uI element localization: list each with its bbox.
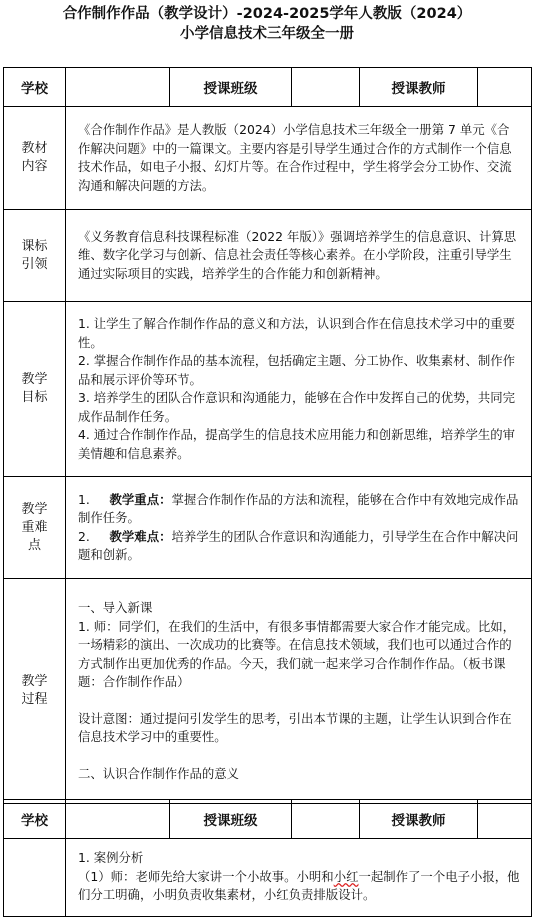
- row-key-difficult-points: [4, 477, 532, 579]
- case-story: （1）师：老师先给大家讲一个小故事。小明和小红一起制作了一个电子小报，他们分工明确，小明负责收集素材，小红负责排版设计。: [78, 868, 520, 902]
- school-label: 学校: [4, 68, 66, 107]
- teaching-goals-list: [66, 302, 532, 477]
- label-textbook-content: 教材 内容: [4, 107, 66, 210]
- class-label-2: 授课班级: [170, 800, 292, 839]
- document-title-line1: 合作制作作品（教学设计）-2024-2025学年人教版（2024）: [62, 6, 472, 22]
- header-row-2: [4, 800, 532, 839]
- class-value-2[interactable]: [292, 800, 360, 839]
- school-label-2: 学校: [4, 800, 66, 839]
- school-value[interactable]: [66, 68, 170, 107]
- row-curriculum-standard: [4, 210, 532, 302]
- goal-item: 4. 通过合作制作作品，提高学生的信息技术应用能力和创新思维，培养学生的审美情趣和信息素养。: [78, 427, 516, 461]
- lesson-plan-table-continued: [3, 799, 532, 917]
- key-point: 1. 教学重点：掌握合作制作作品的方法和流程，能够在合作中有效地完成作品制作任务。: [78, 491, 519, 525]
- goal-item: 1. 让学生了解合作制作作品的意义和方法，认识到合作在信息技术学习中的重要性。: [78, 316, 516, 350]
- label-key-difficult-points: 教学 重难 点: [4, 477, 66, 579]
- row-case-analysis: [4, 839, 532, 917]
- class-label: 授课班级: [170, 68, 292, 107]
- label-teaching-process: 教学 过程: [4, 579, 66, 804]
- header-row: [4, 68, 532, 107]
- teacher-value[interactable]: [478, 68, 532, 107]
- process-paragraph: 1. 师：同学们，在我们的生活中，有很多事情都需要大家合作才能完成。比如，一场精彩的演出、一次成功的比赛等。在信息技术领域，我们也可以通过合作的方式制作出更加优秀的作品。今天，我们就一起来学习合作制作作品。（板书课题：合作制作作品）: [78, 618, 516, 689]
- label-teaching-goals: 教学 目标: [4, 302, 66, 477]
- case-analysis-text: [66, 839, 532, 917]
- teacher-label-2: 授课教师: [360, 800, 478, 839]
- difficult-point: 2. 教学难点：培养学生的团队合作意识和沟通能力，引导学生在合作中解决问题和创新。: [78, 528, 519, 562]
- goal-item: 3. 培养学生的团队合作意识和沟通能力，能够在合作中发挥自己的优势，共同完成作品制作任务。: [78, 390, 516, 424]
- process-heading-intro: 一、导入新课: [78, 600, 153, 615]
- row-teaching-process: [4, 579, 532, 804]
- case-heading: 1. 案例分析: [78, 850, 144, 865]
- label-curriculum-standard: 课标 引领: [4, 210, 66, 302]
- teaching-process-text: [66, 579, 532, 804]
- process-heading-meaning: 二、认识合作制作作品的意义: [78, 765, 240, 781]
- label-empty: [4, 839, 66, 917]
- row-textbook-content: [4, 107, 532, 210]
- curriculum-standard-text: 《义务教育信息科技课程标准（2022 年版）》强调培养学生的信息意识、计算思维、数字化学习与创新、信息社会责任等核心素养。在小学阶段，注重引导学生通过实际项目的实践，培养学生的合作能力和创新精神。: [66, 210, 532, 302]
- teacher-label: 授课教师: [360, 68, 478, 107]
- class-value[interactable]: [292, 68, 360, 107]
- design-intent: 设计意图：通过提问引发学生的思考，引出本节课的主题，让学生认识到合作在信息技术学习中的重要性。: [78, 710, 512, 744]
- row-teaching-goals: [4, 302, 532, 477]
- goal-item: 2. 掌握合作制作作品的基本流程，包括确定主题、分工协作、收集素材、制作作品和展示评价等环节。: [78, 353, 516, 387]
- lesson-plan-table: [3, 67, 532, 804]
- teacher-value-2[interactable]: [478, 800, 532, 839]
- spellcheck-name: 小红: [333, 868, 359, 884]
- school-value-2[interactable]: [66, 800, 170, 839]
- textbook-content-text: 《合作制作作品》是人教版（2024）小学信息技术三年级全一册第 7 单元《合作解决问题》中的一篇课文。主要内容是引导学生通过合作的方式制作一个信息技术作品，如电子小报、幻灯片等。在合作过程中，学生将学会分工协作、交流沟通和解决问题的方法。: [66, 107, 532, 210]
- key-difficult-points-text: [66, 477, 532, 579]
- document-title-line2: 小学信息技术三年级全一册: [180, 26, 354, 42]
